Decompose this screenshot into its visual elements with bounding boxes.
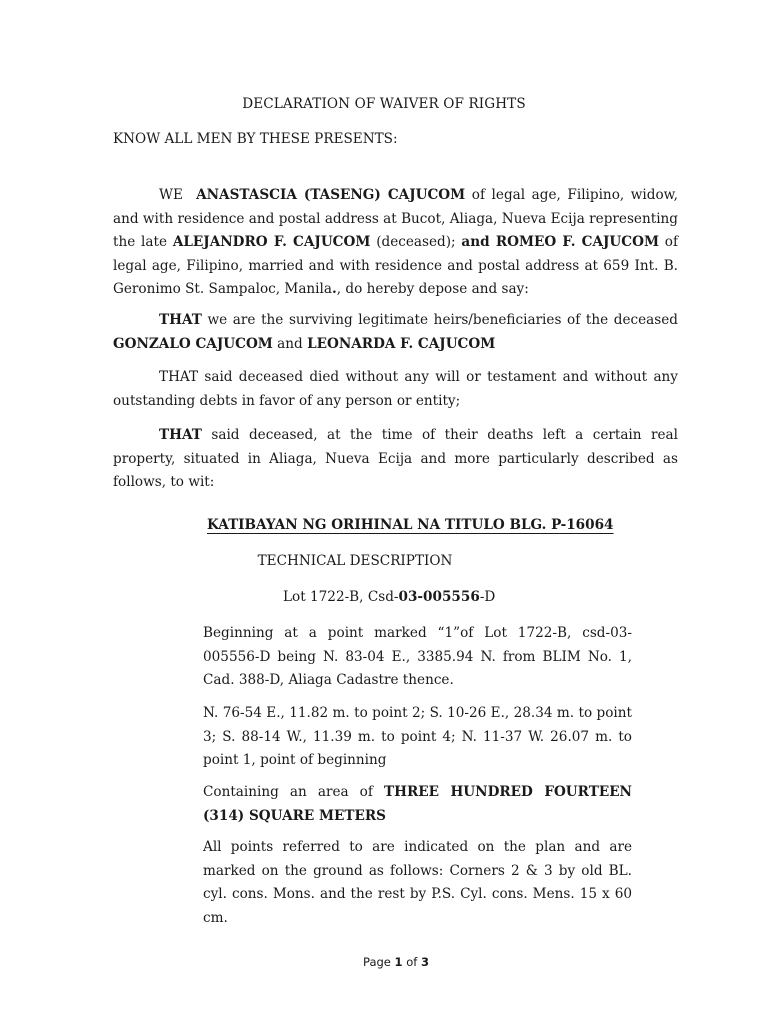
- lot-suffix: -D: [479, 589, 496, 605]
- that-keyword: THAT: [159, 427, 202, 443]
- area-value: THREE HUNDRED FOURTEEN (314) SQUARE METERS: [203, 784, 632, 824]
- footer-of-label: of: [406, 955, 418, 969]
- deceased-name-1: GONZALO CAJUCOM: [113, 335, 273, 352]
- description-beginning: Beginning at a point marked “1”of Lot 1722-B, csd-03-005556-D being N. 83-04 E., 3385.94 N. from BLIM No. 1, Cad. 388-D, Aliaga Cadastre thence.: [203, 625, 632, 688]
- page-footer: [0, 955, 768, 969]
- paragraph-no-will: [113, 366, 678, 413]
- paragraph-text: Containing an area of: [203, 784, 384, 800]
- footer-total-pages: 3: [420, 955, 429, 969]
- lot-number: [283, 589, 495, 605]
- paragraph-text: (deceased);: [370, 234, 462, 250]
- lot-prefix: Lot 1722-B, Csd-: [283, 589, 399, 605]
- paragraph-text: and: [272, 335, 308, 352]
- bold-period: .: [331, 281, 337, 297]
- declarant-name-1: ANASTASCIA (TASENG) CAJUCOM: [196, 187, 466, 203]
- know-all-men-heading: KNOW ALL MEN BY THESE PRESENTS:: [113, 131, 398, 147]
- description-bearings: N. 76-54 E., 11.82 m. to point 2; S. 10-26 E., 28.34 m. to point 3; S. 88-14 W., 11.39 m. to point 4; N. 11-37 W. 26.07 m. to point 1, point of beginning: [203, 705, 632, 768]
- paragraph-property: [113, 424, 678, 495]
- deceased-name-2: LEONARDA F. CAJUCOM: [307, 335, 496, 352]
- paragraph-text: said deceased, at the time of their deaths left a certain real property, situated in Aliaga, Nueva Ecija and more particularly described as follows, to wit:: [113, 427, 678, 490]
- paragraph-text: of legal age, Filipino, married and with residence and postal address at 659 Int. B. Geronimo St. Sampaloc, Manila: [113, 234, 679, 297]
- declarant-name-3: and ROMEO F. CAJUCOM: [461, 234, 659, 250]
- paragraph-text: , do hereby depose and say:: [336, 281, 529, 297]
- that-keyword: THAT: [159, 312, 202, 328]
- title-number-heading: KATIBAYAN NG ORIHINAL NA TITULO BLG. P-16064: [207, 517, 614, 533]
- declarant-name-2: ALEJANDRO F. CAJUCOM: [172, 234, 371, 250]
- paragraph-heirs: [113, 309, 678, 356]
- footer-page-label: Page: [363, 955, 391, 969]
- we-text: WE: [159, 187, 183, 203]
- description-area: [203, 781, 632, 828]
- technical-description-heading: TECHNICAL DESCRIPTION: [257, 553, 453, 569]
- paragraph-text: we are the surviving legitimate heirs/beneficiaries of the deceased: [201, 312, 678, 328]
- description-markers: All points referred to are indicated on the plan and are marked on the ground as follows: Corners 2 & 3 by old BL. cyl. cons. Mons. and the rest by P.S. Cyl. cons. Mens. 15 x 60 cm.: [203, 839, 632, 926]
- paragraph-text: THAT said deceased died without any will or testament and without any outstanding debts in favor of any person or entity;: [113, 369, 678, 409]
- footer-page-number: 1: [394, 955, 403, 969]
- paragraph-declarants: [113, 184, 678, 302]
- lot-bold-number: 03-005556: [398, 589, 480, 605]
- paragraph-text: of legal age, Filipino, widow, and with residence and postal address at Bucot, Aliaga, Nueva Ecija representing the late: [113, 187, 678, 250]
- document-title: DECLARATION OF WAIVER OF RIGHTS: [242, 96, 526, 112]
